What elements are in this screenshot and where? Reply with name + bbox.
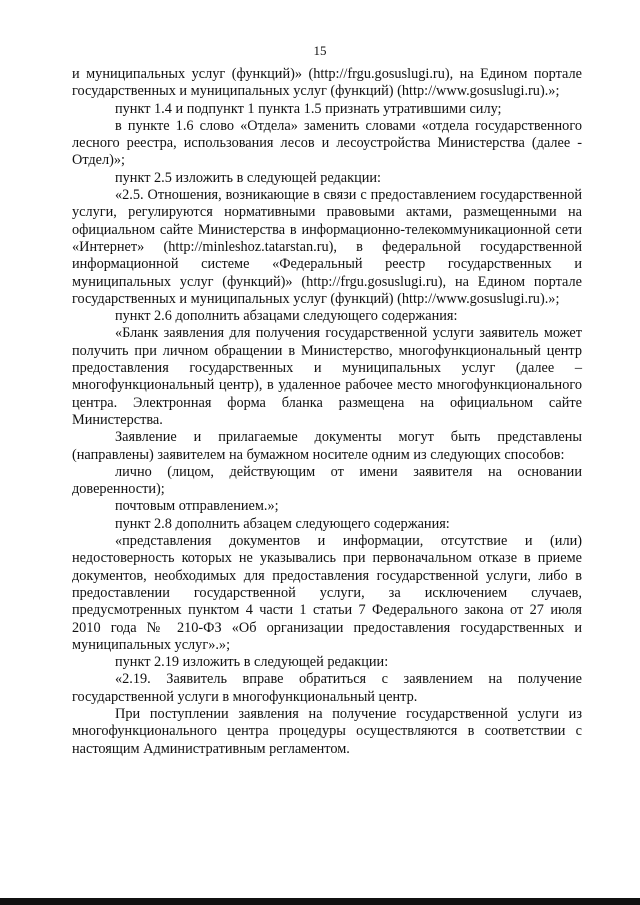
paragraph-item-2-19-intro: пункт 2.19 изложить в следующей редакции: <box>115 654 389 671</box>
paragraph-by-mail: почтовым отправлением.»; <box>115 498 279 515</box>
paragraph-item-1-4: пункт 1.4 и подпункт 1 пункта 1.5 признать утратившими силу; <box>115 100 502 117</box>
paragraph-in-person: лично (лицом, действующим от имени заявителя на основании доверенности); <box>72 463 582 498</box>
paragraph-item-2-8-intro: пункт 2.8 дополнить абзацем следующего содержания: <box>115 515 450 532</box>
paragraph-form-blank: «Бланк заявления для получения государственной услуги заявитель может получить при личном обращении в Министерство, многофункциональный центр предоставления государственных и муниципальных услуг (далее – многофункциональный центр), в удаленное рабочее место многофункционального центра. Электронная форма бланка размещена на официальном сайте Министерства. <box>72 325 582 428</box>
page-number: 15 <box>313 43 327 58</box>
document-body <box>72 66 582 758</box>
paragraph-item-2-5-text: «2.5. Отношения, возникающие в связи с предоставлением государственной услуги, регулируются нормативными правовыми актами, размещенными на официальном сайте Министерства в информационно-телекоммуникационной сети «Интернет» (http://minleshoz.tatarstan.ru), в федеральной государственной информационной системе «Федеральный реестр государственных и муниципальных услуг (функций)» (http://frgu.gosuslugi.ru), на Едином портале государственных и муниципальных услуг (функций) (http://www.gosuslugi.ru).»; <box>72 187 582 307</box>
paragraph-item-2-19-text: «2.19. Заявитель вправе обратиться с заявлением на получение государственной услуги в многофункциональный центр. <box>72 671 582 705</box>
paragraph-item-2-8-text: «представления документов и информации, отсутствие и (или) недостоверность которых не указывались при первоначальном отказе в приеме документов, необходимых для предоставления государственной услуги, либо в предоставлении государственной услуги, за исключением случаев, предусмотренных пунктом 4 части 1 статьи 7 Федерального закона от 27 июля 2010 года № 210-ФЗ «Об организации предоставления государственных и муниципальных услуг».»; <box>72 533 582 653</box>
paragraph-final: При поступлении заявления на получение государственной услуги из многофункционального центра процедуры осуществляются в соответствии с настоящим Административным регламентом. <box>72 705 582 757</box>
scan-bottom-border <box>0 898 640 905</box>
paragraph-item-2-5-intro: пункт 2.5 изложить в следующей редакции: <box>115 169 382 186</box>
paragraph-item-2-6-intro: пункт 2.6 дополнить абзацами следующего содержания: <box>115 308 458 325</box>
paragraph-item-1-6: в пункте 1.6 слово «Отдела» заменить словами «отдела государственного лесного реестра, использования лесов и лесоустройства Министерства (далее - Отдел)»; <box>72 117 582 169</box>
paragraph-continuation: и муниципальных услуг (функций)» (http://frgu.gosuslugi.ru), на Едином портале государственных и муниципальных услуг (функций) (http://www.gosuslugi.ru).»; <box>72 66 582 100</box>
paragraph-submission-methods: Заявление и прилагаемые документы могут быть представлены (направлены) заявителем на бумажном носителе одним из следующих способов: <box>72 429 582 463</box>
